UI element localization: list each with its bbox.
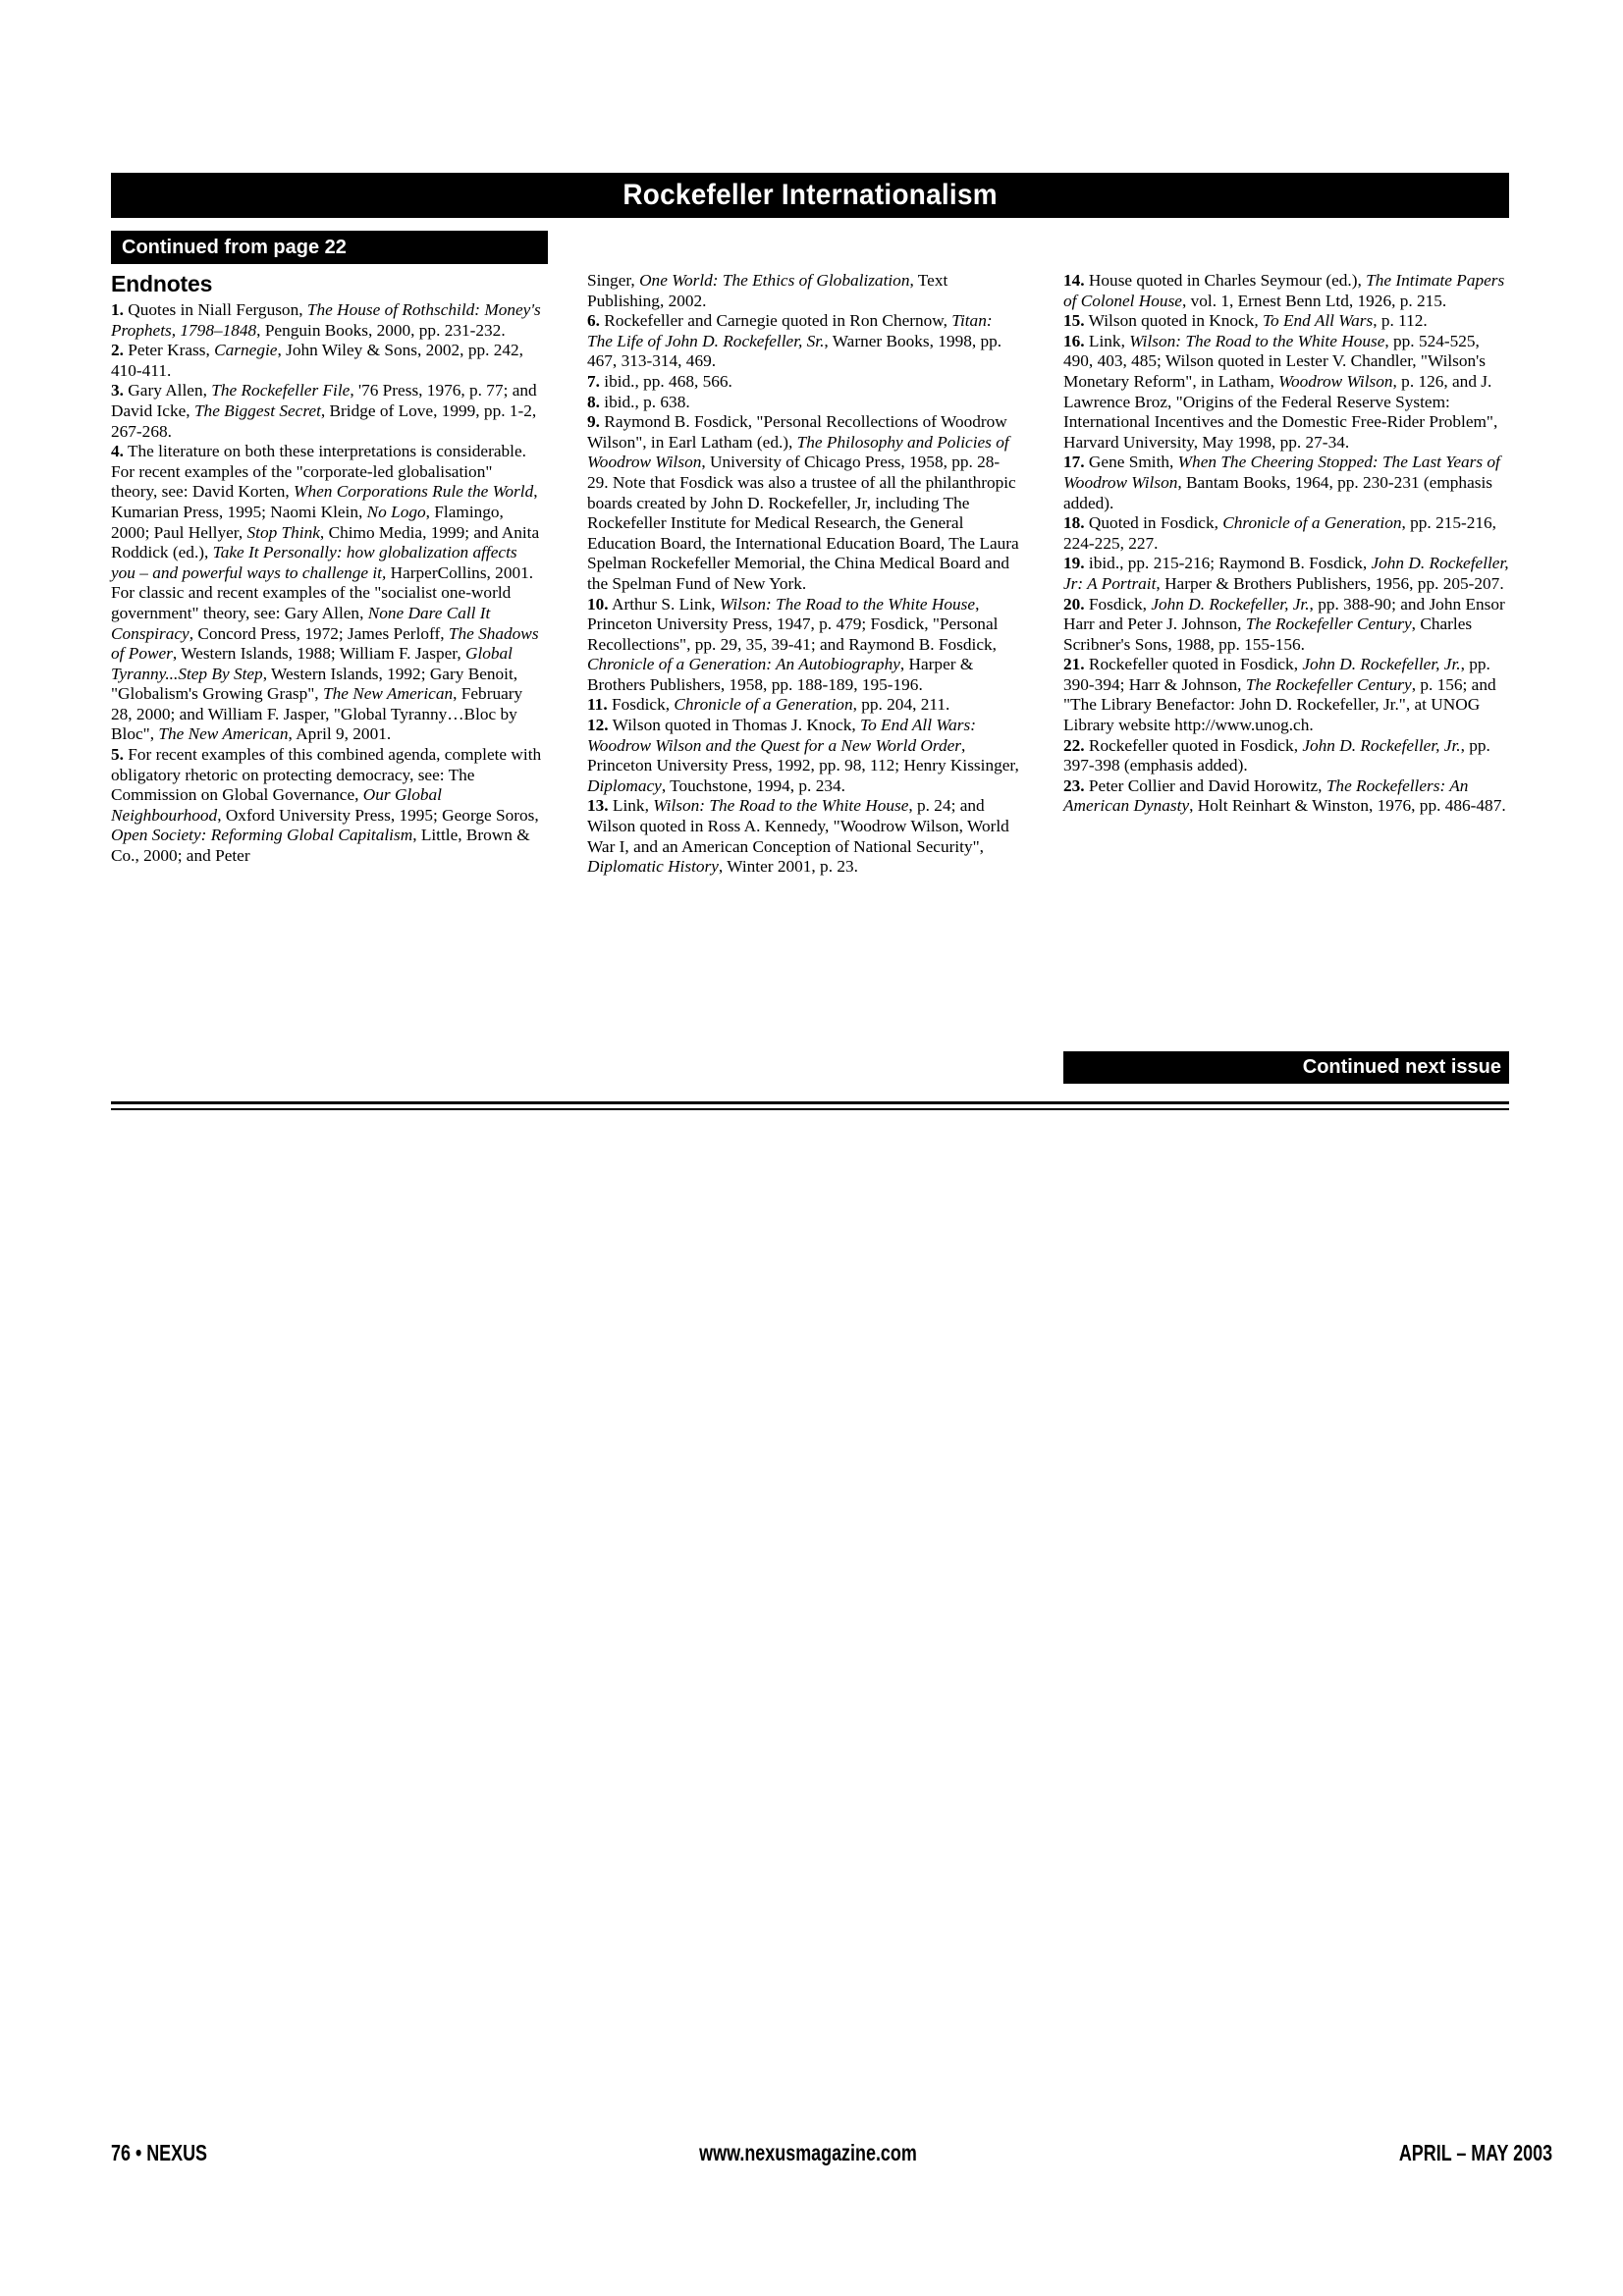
page-title: Rockefeller Internationalism <box>622 179 998 211</box>
article-title-banner <box>111 173 1509 218</box>
divider-rule-thin <box>111 1108 1509 1110</box>
continued-from-label: Continued from page 22 <box>122 236 347 258</box>
endnote-item: 18. Quoted in Fosdick, Chronicle of a Generation, pp. 215-216, 224-225, 227. <box>1063 513 1496 553</box>
endnote-item: 21. Rockefeller quoted in Fosdick, John D. Rockefeller, Jr., pp. 390-394; Harr & Johnson, The Rockefeller Century, p. 156; and "The Library Benefactor: John D. Rockefeller, Jr.", at UNOG Library website http://www.unog.ch. <box>1063 655 1496 735</box>
endnote-item: 20. Fosdick, John D. Rockefeller, Jr., pp. 388-90; and John Ensor Harr and Peter J. Johnson, The Rockefeller Century, Charles Scribner's Sons, 1988, pp. 155-156. <box>1063 594 1505 654</box>
endnote-item: 14. House quoted in Charles Seymour (ed.), The Intimate Papers of Colonel House, vol. 1, Ernest Benn Ltd, 1926, p. 215. <box>1063 271 1505 310</box>
endnote-item: 15. Wilson quoted in Knock, To End All Wars, p. 112. <box>1063 311 1428 331</box>
continued-next-label: Continued next issue <box>1302 1056 1501 1078</box>
endnote-item: 9. Raymond B. Fosdick, "Personal Recollections of Woodrow Wilson", in Earl Latham (ed.), The Philosophy and Policies of Woodrow Wilson, University of Chicago Press, 1958, pp. 28-29. Note that Fosdick was also a trustee of all the philanthropic boards created by John D. Rockefeller, Jr, including The Rockefeller Institute for Medical Research, the General Education Board, the International Education Board, The Laura Spelman Rockefeller Memorial, the China Medical Board and the Spelman Fund of New York. <box>587 412 1019 593</box>
endnote-item: 22. Rockefeller quoted in Fosdick, John D. Rockefeller, Jr., pp. 397-398 (emphasis added). <box>1063 735 1490 775</box>
endnote-item: 12. Wilson quoted in Thomas J. Knock, To End All Wars: Woodrow Wilson and the Quest for a New World Order, Princeton University Press, 1992, pp. 98, 112; Henry Kissinger, Diplomacy, Touchstone, 1994, p. 234. <box>587 716 1019 795</box>
endnote-item: Singer, One World: The Ethics of Globalization, Text Publishing, 2002. <box>587 271 948 310</box>
endnote-item: 2. Peter Krass, Carnegie, John Wiley & Sons, 2002, pp. 242, 410-411. <box>111 341 523 380</box>
section-divider <box>111 1101 1509 1110</box>
endnote-item: 1. Quotes in Niall Ferguson, The House of Rothschild: Money's Prophets, 1798–1848, Penguin Books, 2000, pp. 231-232. <box>111 300 541 340</box>
endnote-item: 7. ibid., pp. 468, 566. <box>587 371 732 391</box>
footer-website: www.nexusmagazine.com <box>699 2140 917 2165</box>
column-1 <box>111 271 543 867</box>
endnote-item: 8. ibid., p. 638. <box>587 392 690 411</box>
endnote-item: 6. Rockefeller and Carnegie quoted in Ron Chernow, Titan: The Life of John D. Rockefeller, Sr., Warner Books, 1998, pp. 467, 313-314, 469. <box>587 311 1002 371</box>
endnotes-heading: Endnotes <box>111 271 213 296</box>
page-footer <box>111 2140 1553 2169</box>
endnote-item: 5. For recent examples of this combined agenda, complete with obligatory rhetoric on protecting democracy, see: The Commission on Global Governance, Our Global Neighbourhood, Oxford University Press, 1995; George Soros, Open Society: Reforming Global Capitalism, Little, Brown & Co., 2000; and Peter <box>111 745 542 866</box>
continued-from-banner <box>111 231 548 264</box>
endnote-item: 23. Peter Collier and David Horowitz, The Rockefellers: An American Dynasty, Holt Reinhart & Winston, 1976, pp. 486-487. <box>1063 775 1506 816</box>
endnote-item: 16. Link, Wilson: The Road to the White House, pp. 524-525, 490, 403, 485; Wilson quoted in Lester V. Chandler, "Wilson's Monetary Reform", in Latham, Woodrow Wilson, p. 126, and J. Lawrence Broz, "Origins of the Federal Reserve System: International Incentives and the Domestic Free-Rider Problem", Harvard University, May 1998, pp. 27-34. <box>1063 331 1498 452</box>
continued-next-banner <box>1063 1051 1509 1084</box>
endnote-item: 11. Fosdick, Chronicle of a Generation, pp. 204, 211. <box>587 695 950 715</box>
footer-issue-date: APRIL – MAY 2003 <box>1398 2140 1553 2165</box>
endnote-item: 19. ibid., pp. 215-216; Raymond B. Fosdick, John D. Rockefeller, Jr: A Portrait, Harper & Brothers Publishers, 1956, pp. 205-207. <box>1063 554 1509 593</box>
endnote-item: 13. Link, Wilson: The Road to the White House, p. 24; and Wilson quoted in Ross A. Kennedy, "Woodrow Wilson, World War I, and an American Conception of National Security", Diplomatic History, Winter 2001, p. 23. <box>587 796 1009 877</box>
endnote-item: 17. Gene Smith, When The Cheering Stopped: The Last Years of Woodrow Wilson, Bantam Books, 1964, pp. 230-231 (emphasis added). <box>1063 453 1500 512</box>
endnote-item: 4. The literature on both these interpretations is considerable. For recent examples of the "corporate-led globalisation" theory, see: David Korten, When Corporations Rule the World, Kumarian Press, 1995; Naomi Klein, No Logo, Flamingo, 2000; Paul Hellyer, Stop Think, Chimo Media, 1999; and Anita Roddick (ed.), Take It Personally: how globalization affects you – and powerful ways to challenge it, HarperCollins, 2001. For classic and recent examples of the "socialist one-world government" theory, see: Gary Allen, None Dare Call It Conspiracy, Concord Press, 1972; James Perloff, The Shadows of Power, Western Islands, 1988; William F. Jasper, Global Tyranny...Step By Step, Western Islands, 1992; Gary Benoit, "Globalism's Growing Grasp", The New American, February 28, 2000; and William F. Jasper, "Global Tyranny…Bloc by Bloc", The New American, April 9, 2001. <box>111 442 540 744</box>
column-2 <box>587 271 1019 878</box>
endnote-item: 3. Gary Allen, The Rockefeller File, '76 Press, 1976, p. 77; and David Icke, The Biggest Secret, Bridge of Love, 1999, pp. 1-2, 267-268. <box>111 381 537 441</box>
footer-page-number: 76 • NEXUS <box>111 2140 208 2165</box>
column-3 <box>1063 271 1509 817</box>
endnote-item: 10. Arthur S. Link, Wilson: The Road to the White House, Princeton University Press, 1947, p. 479; Fosdick, "Personal Recollections", pp. 29, 35, 39-41; and Raymond B. Fosdick, Chronicle of a Generation: An Autobiography, Harper & Brothers Publishers, 1958, pp. 188-189, 195-196. <box>587 594 999 694</box>
